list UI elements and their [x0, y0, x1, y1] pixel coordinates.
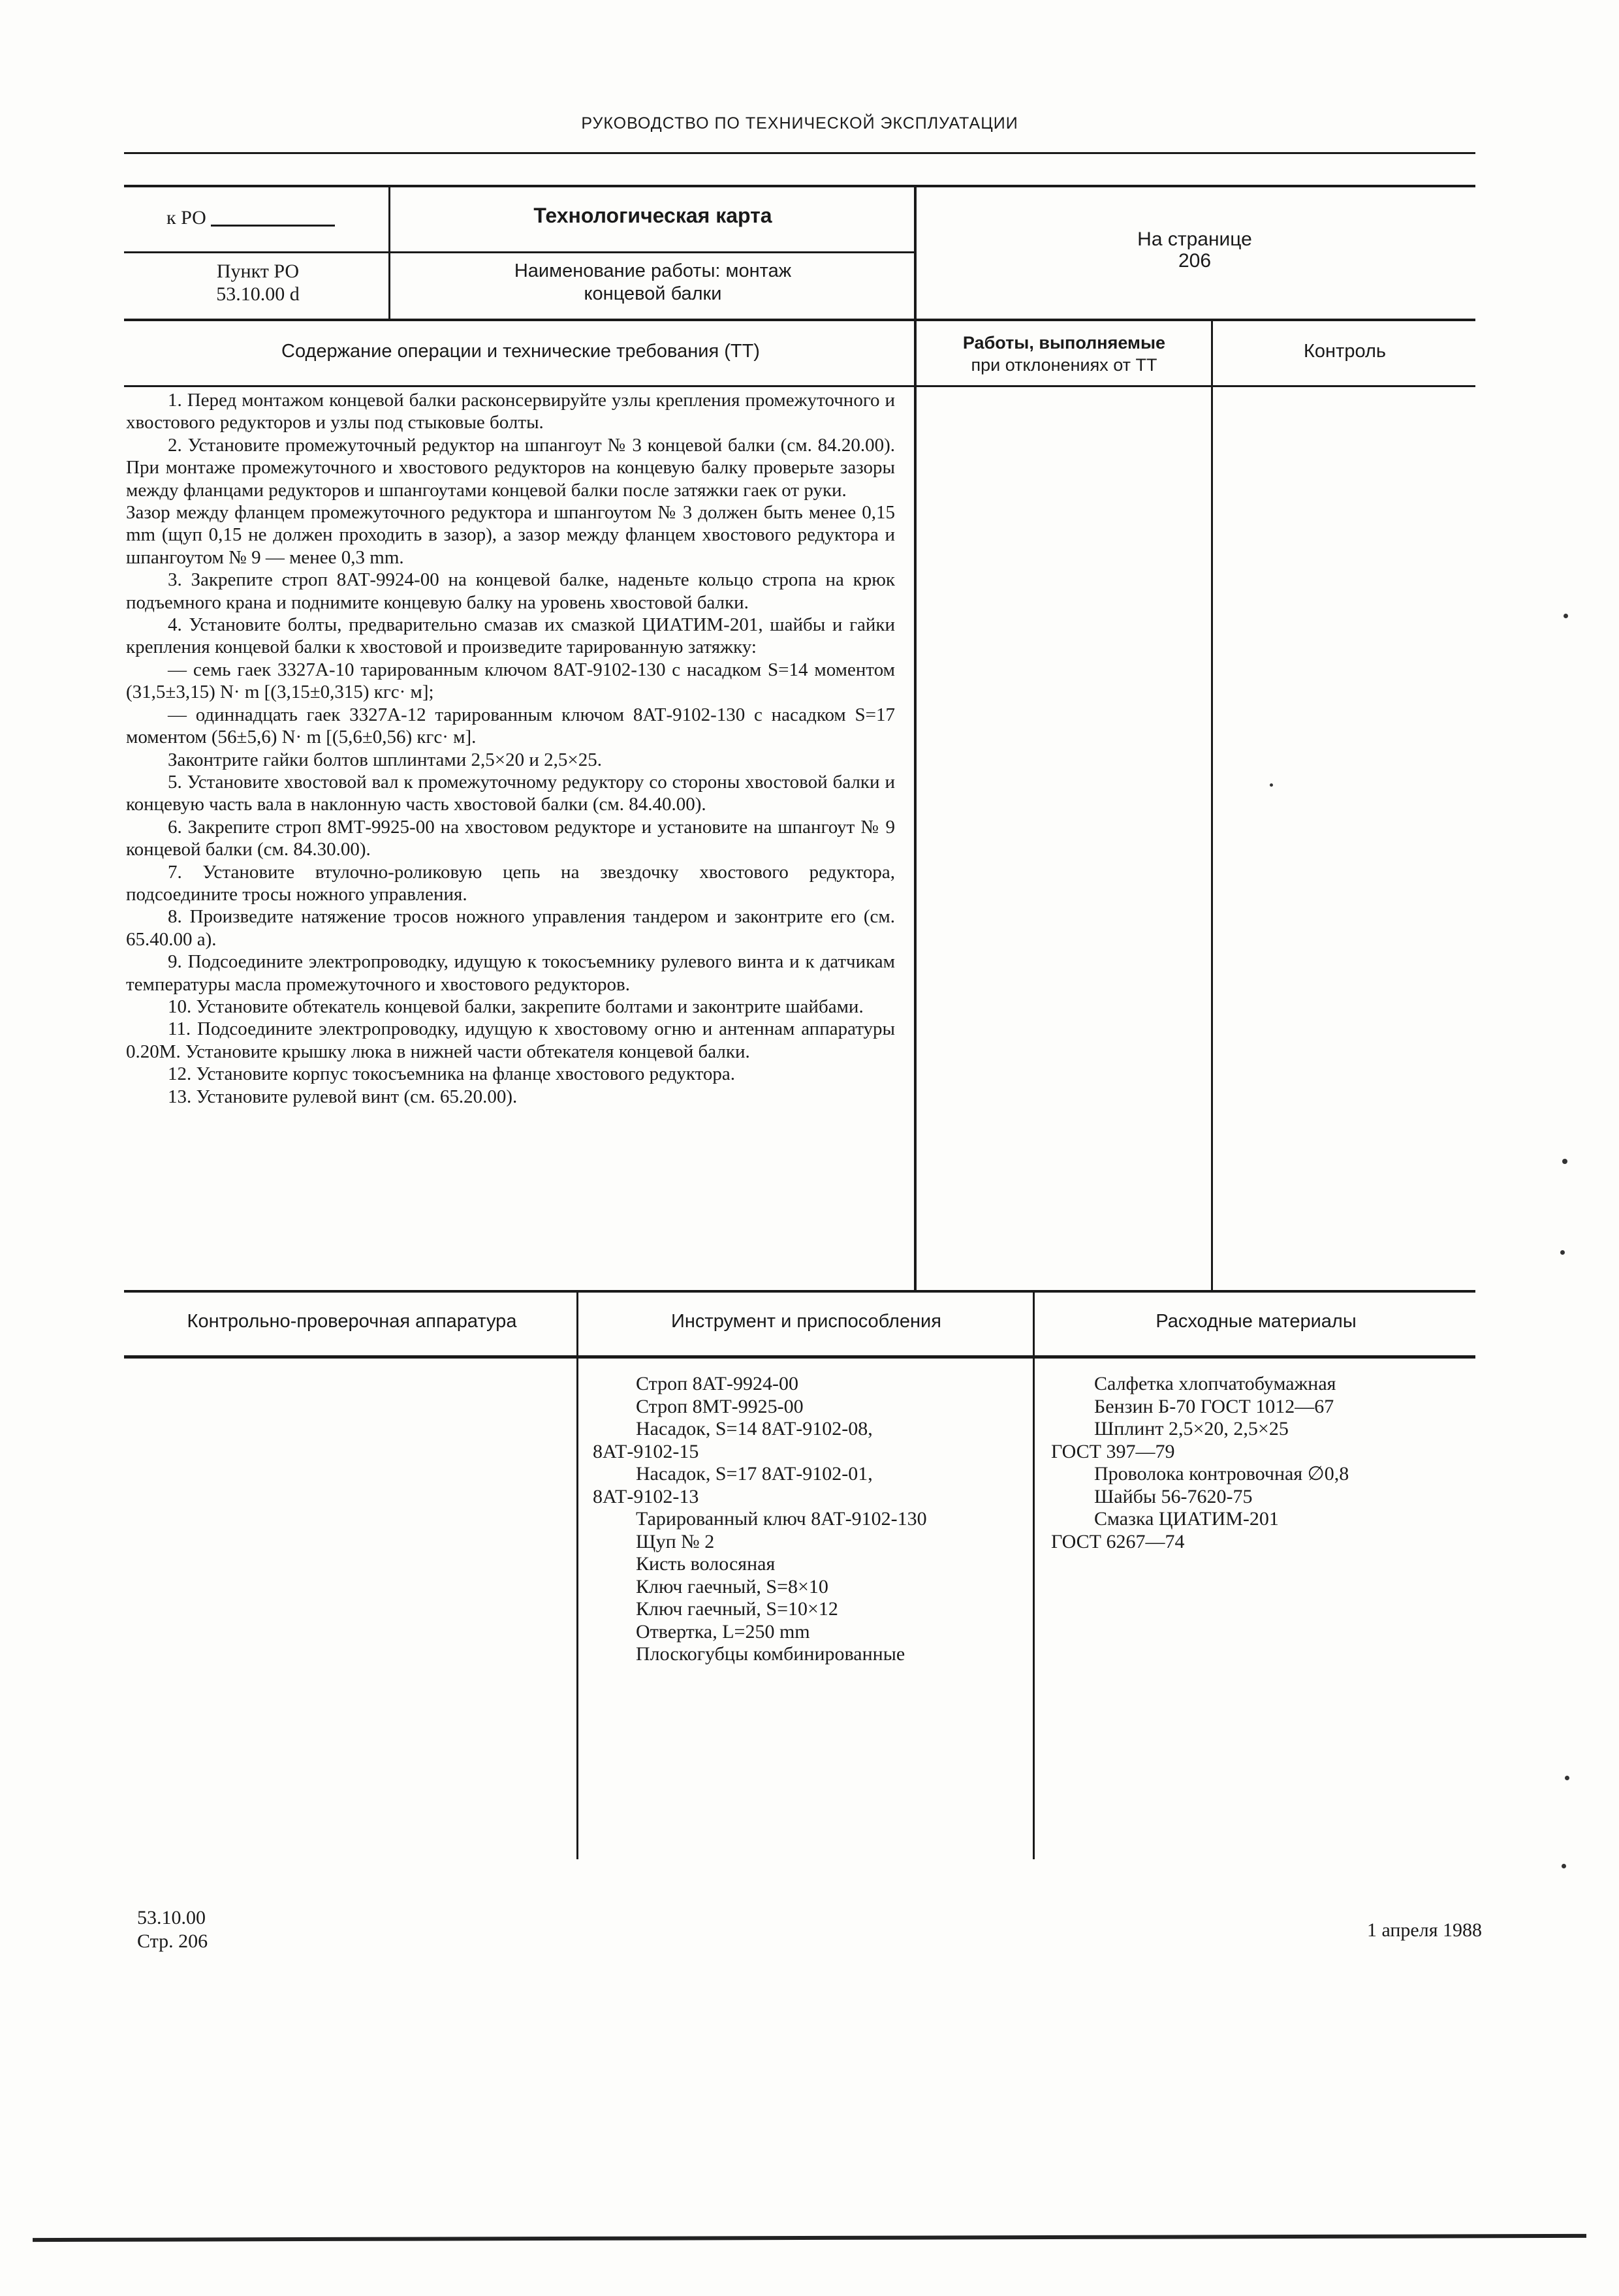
table-header-rule [124, 319, 1475, 321]
operations-list [126, 389, 895, 1108]
punkt-ro-value: 53.10.00 d [216, 283, 300, 305]
tool-item: 8АТ-9102-15 [593, 1440, 699, 1462]
punkt-ro-cell [127, 260, 388, 306]
col-header-control: Контроль [1304, 341, 1386, 362]
col-header-deviations-line1: Работы, выполняемые [962, 333, 1166, 353]
col-divider-3 [1211, 319, 1213, 1293]
footer-page: Стр. 206 [137, 1930, 208, 1952]
work-name-line1: Наименование работы: монтаж [514, 260, 792, 281]
material-item: Шплинт 2,5×20, 2,5×25 [1094, 1418, 1289, 1439]
col-header-operations: Содержание операции и технические требования (ТТ) [281, 341, 760, 362]
col-divider-1 [388, 185, 390, 320]
tool-item: Ключ гаечный, S=8×10 [636, 1575, 828, 1597]
work-name-cell [392, 260, 914, 306]
k-ro-label: к РО [166, 207, 206, 228]
operation-step: 10. Установите обтекатель концевой балки, закрепите болтами и законтрите шайбами. [168, 996, 864, 1017]
operation-step: 2. Установите промежуточный редуктор на шпангоут № 3 концевой балки (см. 84.20.00). При монтаже промежуточного и хвостового редукторов на концевую балку проверьте зазоры между фланцами редукторов и шпангоутами концевой балки после затяжки гаек от руки. [126, 434, 895, 501]
scan-speck [1270, 783, 1273, 787]
col-header-deviations [917, 332, 1211, 376]
table-columns-rule [124, 385, 1475, 387]
operation-step: Зазор между фланцем промежуточного редуктора и шпангоутом № 3 должен быть менее 0,15 mm (щуп 0,15 не должен проходить в зазор), а зазор между фланцем хвостового редуктора и шпангоутом № 9 — менее 0,3 mm. [126, 502, 895, 568]
material-item: ГОСТ 6267—74 [1051, 1530, 1185, 1552]
material-item: Проволока контровочная ∅0,8 [1094, 1463, 1349, 1485]
tool-item: Насадок, S=17 8АТ-9102-01, [636, 1463, 873, 1485]
col-header-materials: Расходные материалы [1155, 1311, 1357, 1332]
card-title: Технологическая карта [533, 204, 772, 227]
operation-step: — одиннадцать гаек 3327А-12 тарированным ключом 8АТ-9102-130 с насадком S=17 моментом (56±5,6) N· m [(5,6±0,56) кгс· м]. [126, 704, 895, 748]
operation-step: 3. Закрепите строп 8АТ-9924-00 на концевой балке, наденьте кольцо стропа на крюк подъемного крана и поднимите концевую балку на уровень хвостовой балки. [126, 569, 895, 613]
tool-item: Строп 8МТ-9925-00 [636, 1395, 804, 1417]
tool-item: Насадок, S=14 8АТ-9102-08, [636, 1418, 873, 1439]
page-ref-label: На странице [1137, 228, 1252, 250]
operation-step: 1. Перед монтажом концевой балки расконсервируйте узлы крепления промежуточного и хвостового редукторов и узлы под стыковые болты. [126, 390, 895, 433]
tool-item: 8АТ-9102-13 [593, 1485, 699, 1507]
k-ro-cell [166, 206, 362, 230]
tool-item: Ключ гаечный, S=10×12 [636, 1598, 838, 1620]
operation-step: 4. Установите болты, предварительно смазав их смазкой ЦИАТИМ-201, шайбы и гайки крепления концевой балки к хвостовой и произведите тарированную затяжку: [126, 614, 895, 658]
k-ro-blank [211, 225, 335, 227]
material-item: Салфетка хлопчатобумажная [1094, 1373, 1336, 1394]
scan-speck [1565, 1776, 1569, 1780]
footer-code-block [137, 1906, 208, 1953]
document-header-title: РУКОВОДСТВО ПО ТЕХНИЧЕСКОЙ ЭКСПЛУАТАЦИИ [581, 114, 1018, 133]
operation-step: — семь гаек 3327А-10 тарированным ключом 8АТ-9102-130 с насадком S=14 моментом (31,5±3,15) N· m [(3,15±0,315) кгс· м]; [126, 659, 895, 703]
operation-step: 12. Установите корпус токосъемника на фланце хвостового редуктора. [168, 1063, 736, 1085]
table-top-rule [124, 185, 1475, 187]
col-header-deviations-line2: при отклонениях от ТТ [971, 355, 1157, 375]
material-item: Шайбы 56-7620-75 [1094, 1485, 1253, 1507]
tools-list [593, 1373, 927, 1666]
bottom-col-divider-1 [576, 1290, 578, 1859]
material-item: ГОСТ 397—79 [1051, 1440, 1175, 1462]
tool-item: Строп 8АТ-9924-00 [636, 1373, 798, 1394]
material-item: Смазка ЦИАТИМ-201 [1094, 1508, 1279, 1530]
scan-speck [1564, 614, 1568, 618]
footer-date: 1 апреля 1988 [1366, 1919, 1482, 1941]
punkt-ro-label: Пункт РО [216, 260, 300, 282]
tool-item: Плоскогубцы комбинированные [636, 1643, 905, 1665]
operation-step: 7. Установите втулочно-роликовую цепь на звездочку хвостового редуктора, подсоедините тросы ножного управления. [126, 861, 895, 905]
page-ref-number: 206 [1178, 250, 1212, 272]
scan-edge-line [33, 2234, 1586, 2242]
scan-speck [1560, 1250, 1565, 1255]
operation-step: 13. Установите рулевой винт (см. 65.20.00). [168, 1086, 518, 1107]
scan-speck [1562, 1159, 1567, 1164]
operation-step: 8. Произведите натяжение тросов ножного управления тандером и законтрите его (см. 65.40.00 a). [126, 906, 895, 950]
col-divider-2 [914, 185, 917, 1293]
work-name-line2: концевой балки [584, 283, 722, 304]
page-ref-cell [917, 228, 1472, 272]
col-header-equipment: Контрольно-проверочная аппаратура [187, 1311, 517, 1332]
bottom-col-divider-2 [1033, 1290, 1035, 1859]
header-rule [124, 152, 1475, 154]
col-header-tools: Инструмент и приспособления [671, 1311, 941, 1332]
table-row-rule [124, 251, 914, 253]
scan-speck [1562, 1864, 1566, 1868]
operation-step: 6. Закрепите строп 8МТ-9925-00 на хвостовом редукторе и установите на шпангоут № 9 концевой балки (см. 84.30.00). [126, 816, 895, 860]
operation-step: 11. Подсоедините электропроводку, идущую к хвостовому огню и антеннам аппаратуры 0.20М. Установите крышку люка в нижней части обтекателя концевой балки. [126, 1018, 895, 1062]
materials-list [1051, 1373, 1349, 1553]
bottom-table-header-rule [124, 1355, 1475, 1359]
operation-step: 5. Установите хвостовой вал к промежуточному редуктору со стороны хвостовой балки и концевую часть вала в наклонную часть хвостовой балки (см. 84.40.00). [126, 771, 895, 815]
operation-step: 9. Подсоедините электропроводку, идущую к токосъемнику рулевого винта и к датчикам температуры масла промежуточного и хвостового редукторов. [126, 951, 895, 995]
footer-code: 53.10.00 [137, 1907, 206, 1928]
tool-item: Отвертка, L=250 mm [636, 1620, 810, 1643]
tool-item: Щуп № 2 [636, 1530, 715, 1552]
bottom-table-top-rule [124, 1290, 1475, 1293]
operation-step: Законтрите гайки болтов шплинтами 2,5×20 и 2,5×25. [168, 749, 602, 770]
tool-item: Тарированный ключ 8АТ-9102-130 [636, 1508, 927, 1530]
tool-item: Кисть волосяная [636, 1553, 776, 1575]
material-item: Бензин Б-70 ГОСТ 1012—67 [1094, 1395, 1334, 1417]
